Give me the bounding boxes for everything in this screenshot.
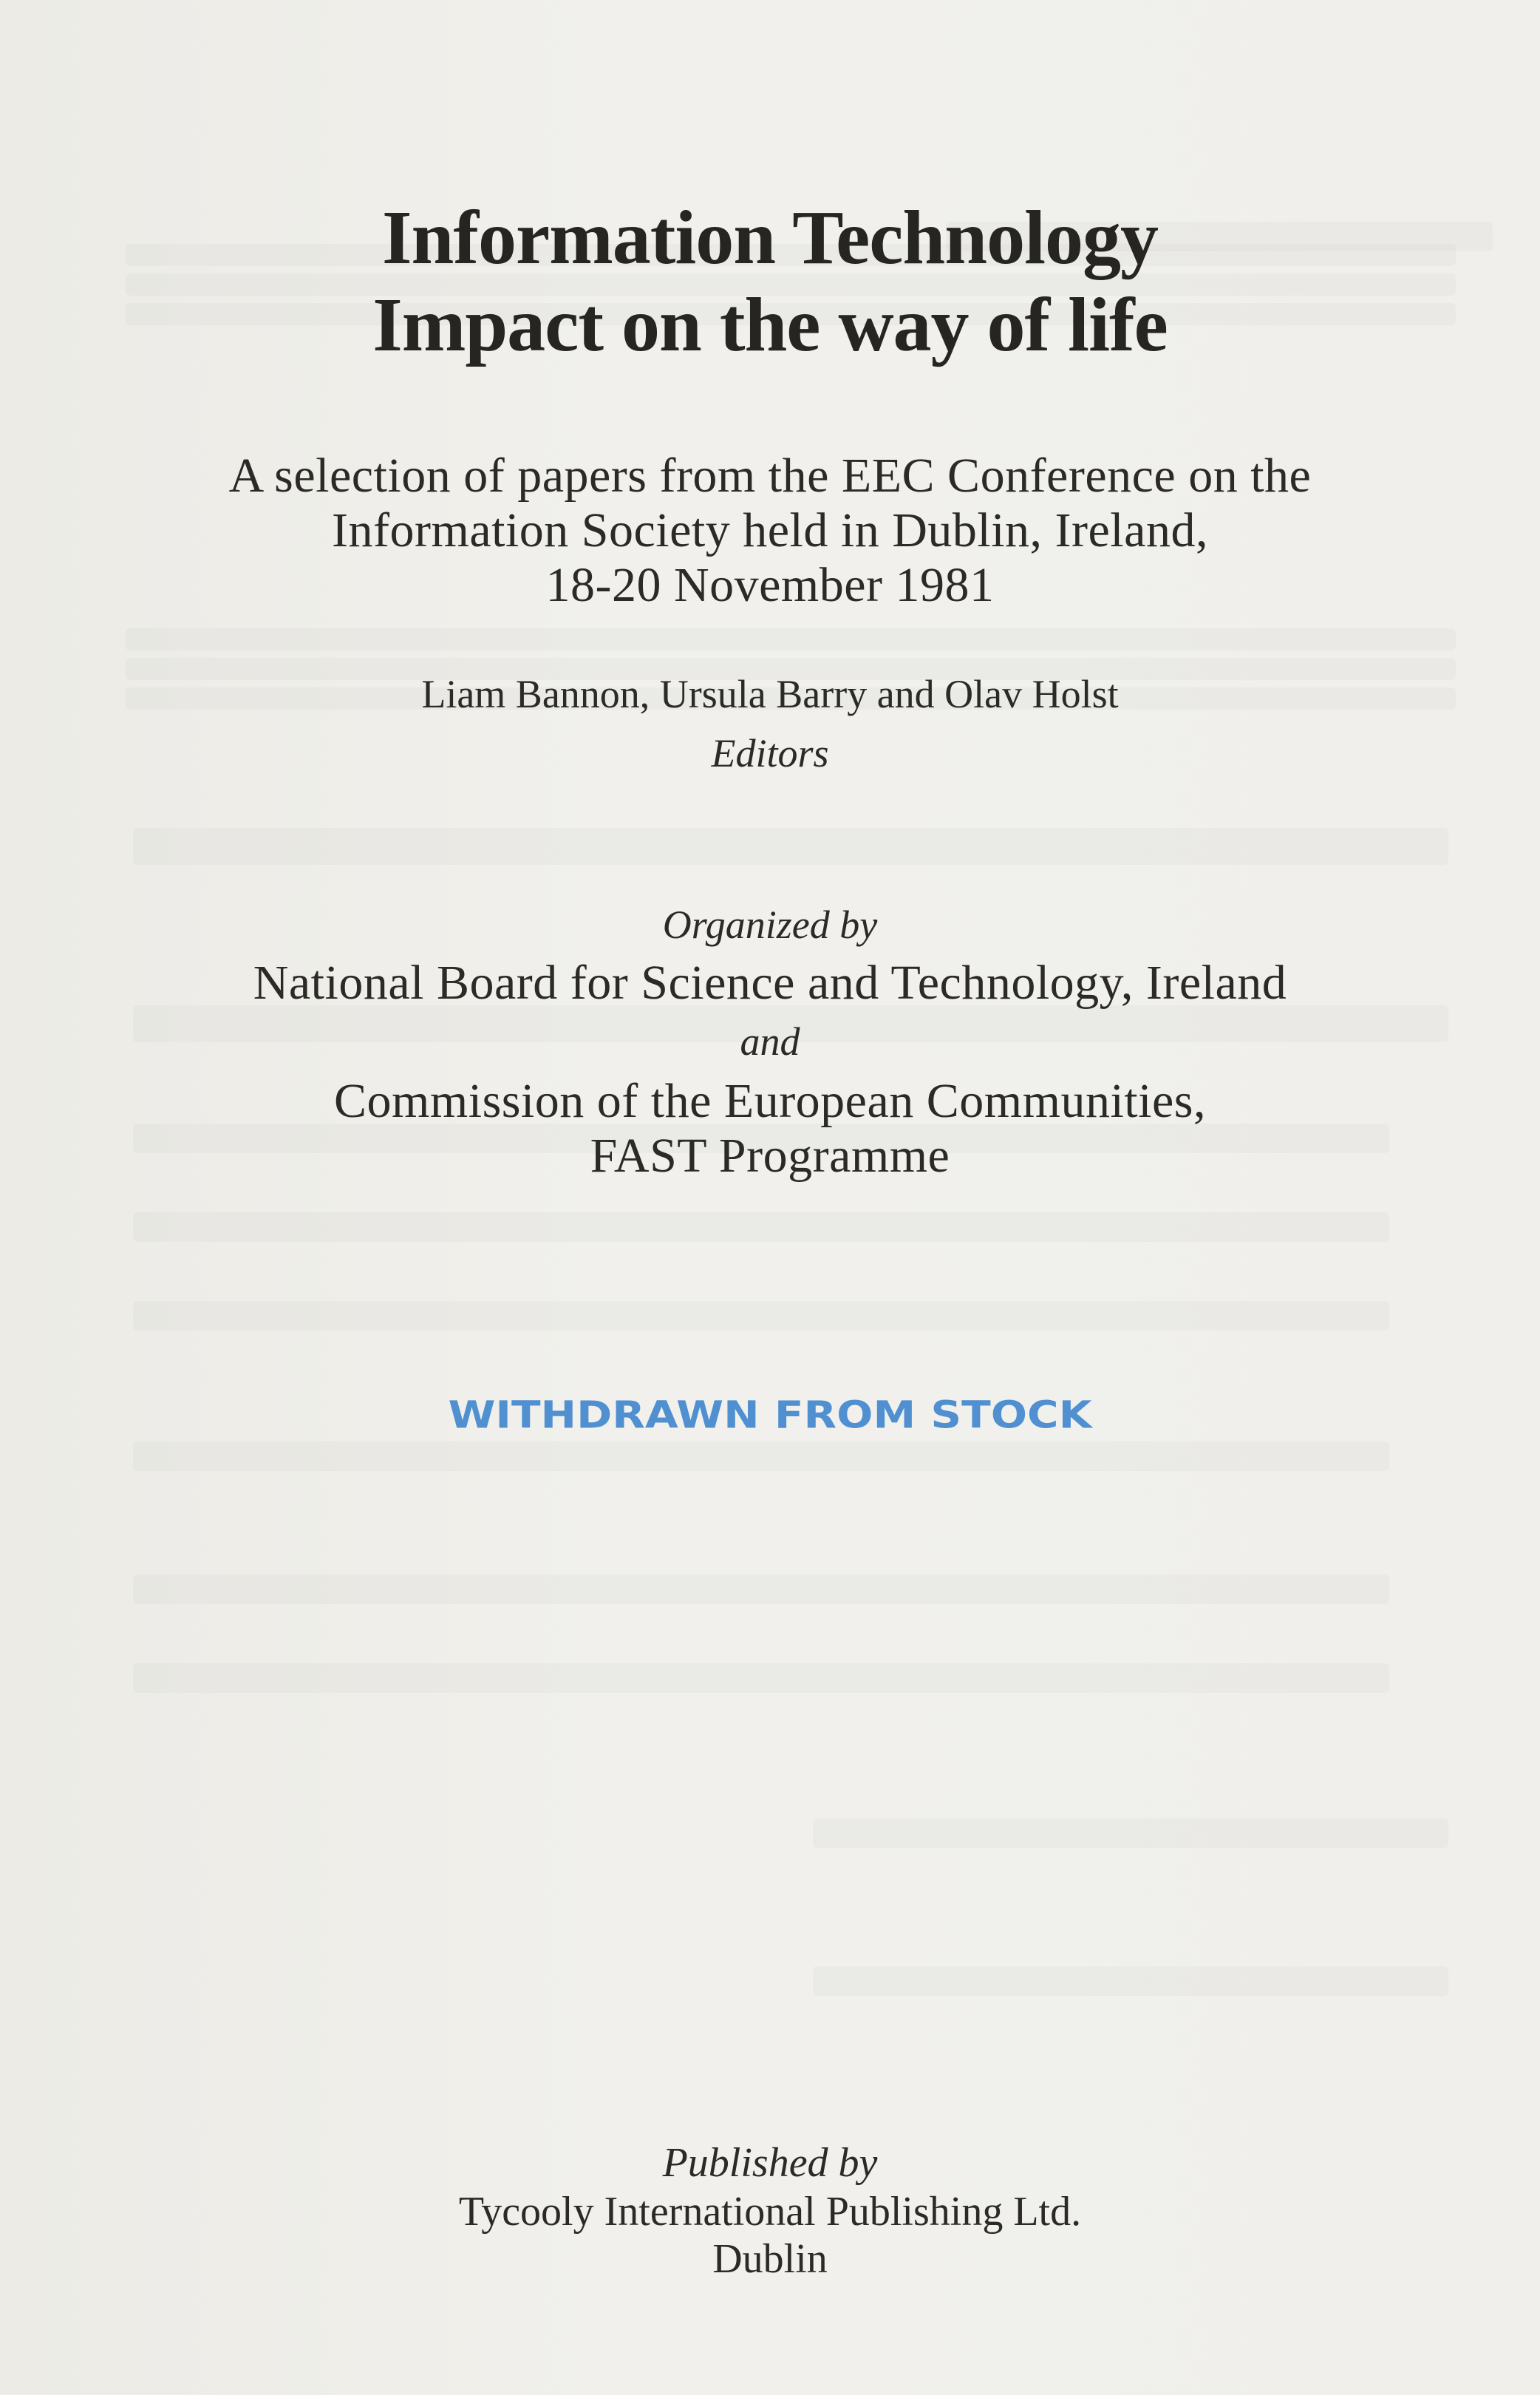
editors-label: Editors bbox=[711, 731, 829, 775]
organizer-cec-line-2: FAST Programme bbox=[590, 1129, 950, 1183]
editor-names: Liam Bannon, Ursula Barry and Olav Holst bbox=[421, 672, 1119, 716]
organized-by-label: Organized by bbox=[662, 903, 878, 947]
subtitle-line-1: A selection of papers from the EEC Conference on the bbox=[228, 449, 1312, 503]
subtitle-line-3: 18-20 November 1981 bbox=[545, 558, 995, 612]
published-by-label: Published by bbox=[662, 2140, 878, 2186]
book-title-line-2: Impact on the way of life bbox=[372, 282, 1168, 367]
publisher-name: Tycooly International Publishing Ltd. bbox=[458, 2189, 1082, 2235]
withdrawn-stamp: WITHDRAWN FROM STOCK bbox=[448, 1393, 1092, 1437]
organizer-nbst: National Board for Science and Technology, Ireland bbox=[253, 956, 1287, 1010]
book-title-line-1: Information Technology bbox=[382, 195, 1158, 280]
organizers-conjunction: and bbox=[740, 1019, 800, 1064]
publisher-city: Dublin bbox=[712, 2236, 828, 2282]
subtitle-line-2: Information Society held in Dublin, Ireland, bbox=[332, 503, 1208, 557]
organizer-cec-line-1: Commission of the European Communities, bbox=[334, 1074, 1206, 1128]
